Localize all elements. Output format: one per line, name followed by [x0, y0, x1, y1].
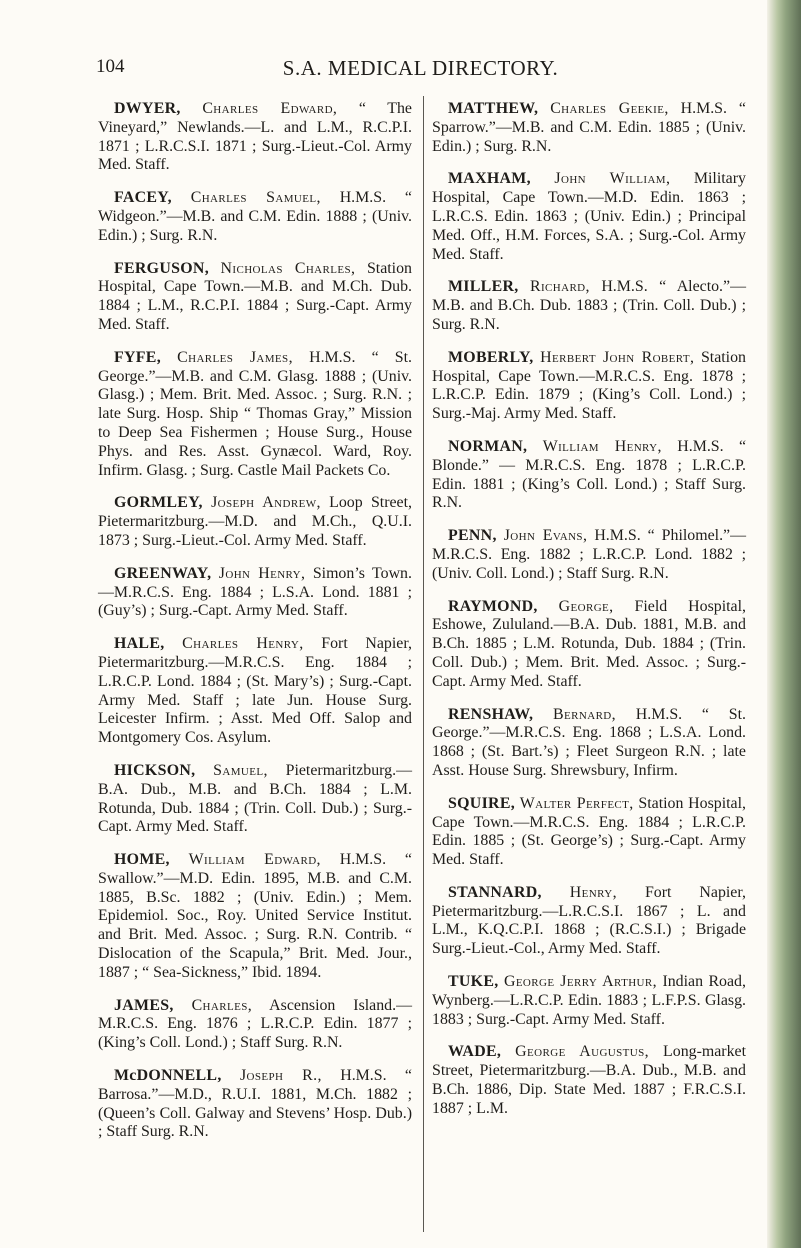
entry-surname: GREENWAY,	[114, 564, 212, 582]
entry-given-names: Charles Geekie,	[550, 100, 669, 117]
entry-details: Station Hospital, Cape Town.—M.R.C.S. Eng. 1884 ; L.R.C.P. Edin. 1885 ; (St. George’s) ; Surg.-Capt. Army Med. Staff.	[432, 794, 746, 869]
entry-details: Ascension Island.—M.R.C.S. Eng. 1876 ; L.R.C.P. Edin. 1877 ; (King’s Coll. Lond.) ; Staff Surg. R.N.	[98, 996, 412, 1052]
entry-details: H.M.S. “ Philomel.”—M.R.C.S. Eng. 1882 ; L.R.C.P. Lond. 1882 ; (Univ. Coll. Lond.) ; Staff Surg. R.N.	[432, 527, 746, 582]
entry-details: H.M.S. “ Sparrow.”—M.B. and C.M. Edin. 1885 ; (Univ. Edin.) ; Surg. R.N.	[432, 100, 746, 155]
entry-given-names: Joseph Andrew,	[211, 494, 321, 512]
entry-surname: HALE,	[114, 635, 165, 653]
entry-given-names: George Jerry Arthur,	[503, 973, 658, 991]
entry-surname: WADE,	[448, 1043, 502, 1061]
directory-entry	[432, 973, 746, 1029]
page-number: 104	[96, 56, 125, 77]
entry-details: H.M.S. “ Blonde.” — M.R.C.S. Eng. 1878 ; L.R.C.P. Edin. 1881 ; (King’s Coll. Lond.) ; Staff Surg. R.N.	[432, 437, 746, 512]
directory-entry	[432, 598, 746, 692]
entry-details: Fort Napier, Pietermaritzburg.—M.R.C.S. Eng. 1884 ; L.R.C.P. Lond. 1884 ; (St. Mary’s) ; Surg.-Capt. Army Med. Staff ; late Jun. House Surg. Leicester Infirm. ; Asst. Med Off. Salop and Montgomery Cos. Asylum.	[98, 635, 412, 747]
directory-entry	[432, 170, 746, 264]
entry-surname: McDONNELL,	[114, 1067, 222, 1085]
entry-given-names: Nicholas Charles,	[220, 259, 356, 277]
directory-entry	[98, 260, 412, 335]
directory-entry	[98, 997, 412, 1053]
entry-given-names: Charles James,	[177, 348, 293, 366]
directory-entry	[432, 527, 746, 583]
directory-entry	[98, 100, 412, 175]
entry-surname: JAMES,	[114, 996, 174, 1014]
entry-surname: FACEY,	[114, 189, 172, 207]
entry-surname: MATTHEW,	[448, 100, 539, 117]
entry-given-names: George,	[558, 597, 614, 615]
directory-entry	[432, 884, 746, 959]
entry-details: H.M.S. “ Alecto.”—M.B. and B.Ch. Dub. 1883 ; (Trin. Coll. Dub.) ; Surg. R.N.	[432, 278, 746, 333]
entry-given-names: Walter Perfect,	[519, 794, 634, 812]
entry-details: Loop Street, Pietermaritzburg.—M.D. and M.Ch., Q.U.I. 1873 ; Surg.-Lieut.-Col. Army Med. Staff.	[98, 494, 412, 549]
running-head: S.A. MEDICAL DIRECTORY.	[282, 56, 559, 80]
entry-surname: HOME,	[114, 851, 170, 869]
entry-details: Military Hospital, Cape Town.—M.D. Edin. 1863 ; L.R.C.S. Edin. 1863 ; (Univ. Edin.) ; Principal Med. Off., H.M. Forces, S.A. ; Surg.-Col. Army Med. Staff.	[432, 170, 746, 263]
entry-given-names: William Edward,	[188, 851, 321, 869]
entry-details: Pietermaritzburg.—B.A. Dub., M.B. and B.Ch. 1884 ; L.M. Rotunda, Dub. 1884 ; (Trin. Coll. Dub.) ; Surg.-Capt. Army Med. Staff.	[98, 761, 412, 836]
entry-details: Fort Napier, Pietermaritzburg.—L.R.C.S.I. 1867 ; L. and L.M., K.Q.C.P.I. 1868 ; (R.C.S.I.) ; Brigade Surg.-Lieut.-Col., Army Med. Staff.	[432, 883, 746, 958]
entry-details: Station Hospital, Cape Town.—M.R.C.S. Eng. 1878 ; L.R.C.P. Edin. 1879 ; (King’s Coll. Lond.) ; Surg.-Maj. Army Med. Staff.	[432, 348, 746, 423]
directory-entry	[432, 100, 746, 156]
entry-given-names: Herbert John Robert,	[540, 348, 695, 366]
entry-given-names: Bernard,	[553, 705, 617, 723]
entry-surname: TUKE,	[448, 973, 499, 991]
entry-surname: NORMAN,	[448, 437, 528, 455]
entry-given-names: Charles Henry,	[182, 635, 304, 653]
entry-details: Indian Road, Wynberg.—L.R.C.P. Edin. 1883 ; L.F.P.S. Glasg. 1883 ; Surg.-Capt. Army Med. Staff.	[432, 973, 746, 1028]
entry-given-names: George Augustus,	[515, 1043, 650, 1061]
entry-surname: GORMLEY,	[114, 494, 203, 512]
directory-entry	[98, 762, 412, 837]
entry-surname: FYFE,	[114, 348, 161, 366]
directory-entry	[98, 189, 412, 245]
entry-surname: MOBERLY,	[448, 348, 534, 366]
directory-entry	[432, 349, 746, 424]
directory-entry	[432, 438, 746, 513]
entry-surname: RENSHAW,	[448, 705, 534, 723]
entry-given-names: Richard,	[529, 278, 590, 296]
entry-surname: DWYER,	[114, 100, 181, 117]
entry-details: Field Hospital, Eshowe, Zululand.—B.A. Dub. 1881, M.B. and B.Ch. 1885 ; L.M. Rotunda, Dub. 1884 ; (Trin. Coll. Dub.) ; Mem. Brit. Med. Assoc. ; Surg.-Capt. Army Med. Staff.	[432, 597, 746, 690]
entry-surname: STANNARD,	[448, 883, 542, 901]
entry-given-names: Samuel,	[213, 761, 268, 779]
entry-details: “ The Vineyard,” Newlands.—L. and L.M., R.C.P.I. 1871 ; L.R.C.S.I. 1871 ; Surg.-Lieut.-Col. Army Med. Staff.	[98, 100, 412, 174]
directory-entry	[432, 278, 746, 334]
entry-given-names: Charles Samuel,	[190, 189, 321, 207]
entry-details: H.M.S. “ St. George.”—M.B. and C.M. Glasg. 1888 ; (Univ. Glasg.) ; Mem. Brit. Med. Assoc. ; Surg. R.N. ; late Surg. Hosp. Ship “ Thomas Gray,” Mission to Deep Sea Fishermen ; House Surg., House Phys. and Res. Asst. Gynæcol. Ward, Roy. Infirm. Glasg. ; Surg. Castle Mail Packets Co.	[98, 348, 412, 479]
directory-entry	[98, 635, 412, 748]
entry-details: H.M.S. “ Widgeon.”—M.B. and C.M. Edin. 1888 ; (Univ. Edin.) ; Surg. R.N.	[98, 189, 412, 244]
directory-entry	[98, 349, 412, 481]
entry-given-names: Joseph R.,	[239, 1067, 322, 1085]
directory-entry	[98, 565, 412, 621]
entry-given-names: Henry,	[569, 883, 617, 901]
right-column	[432, 100, 746, 1133]
entry-details: H.M.S. “ St. George.”—M.R.C.S. Eng. 1868 ; L.S.A. Lond. 1868 ; (St. Bart.’s) ; Fleet Surgeon R.N. ; late Asst. House Surg. Shrewsbury, Infirm.	[432, 705, 746, 779]
directory-entry	[432, 795, 746, 870]
directory-entry	[98, 1067, 412, 1142]
entry-surname: SQUIRE,	[448, 794, 516, 812]
entry-details: H.M.S. “ Barrosa.”—M.D., R.U.I. 1881, M.Ch. 1882 ; (Queen’s Coll. Galway and Stevens’ Hosp. Dub.) ; Staff Surg. R.N.	[98, 1067, 412, 1141]
entry-given-names: John Evans,	[503, 527, 588, 545]
entry-details: Simon’s Town.—M.R.C.S. Eng. 1884 ; L.S.A. Lond. 1881 ; (Guy’s) ; Surg.-Capt. Army Med. Staff.	[98, 564, 412, 620]
left-column	[98, 100, 412, 1156]
directory-entry	[432, 706, 746, 781]
entry-details: Long-market Street, Pietermaritzburg.—B.A. Dub., M.B. and B.Ch. 1886, Dip. State Med. 1887 ; F.R.C.S.I. 1887 ; L.M.	[432, 1043, 746, 1117]
directory-entry	[98, 851, 412, 983]
entry-surname: MAXHAM,	[448, 170, 531, 188]
entry-given-names: Charles,	[191, 996, 253, 1014]
page-edge	[767, 0, 801, 1248]
entry-given-names: William Henry,	[542, 437, 662, 455]
entry-given-names: John Henry,	[218, 564, 306, 582]
entry-details: Station Hospital, Cape Town.—M.B. and M.Ch. Dub. 1884 ; L.M., R.C.P.I. 1884 ; Surg.-Capt. Army Med. Staff.	[98, 259, 412, 333]
entry-given-names: Charles Edward,	[202, 100, 338, 117]
entry-given-names: John William,	[554, 170, 671, 188]
entry-details: H.M.S. “ Swallow.”—M.D. Edin. 1895, M.B. and C.M. 1885, B.Sc. 1882 ; (Univ. Edin.) ; Mem. Epidemiol. Soc., Roy. United Service Institut. and Brit. Med. Assoc. ; Surg. R.N. Contrib. “ Dislocation of the Scapula,” Brit. Med. Jour., 1887 ; “ Sea-Sickness,” Ibid. 1894.	[98, 851, 412, 981]
directory-entry	[432, 1043, 746, 1118]
directory-entry	[98, 494, 412, 550]
entry-surname: MILLER,	[448, 278, 519, 296]
entry-surname: PENN,	[448, 527, 497, 545]
entry-surname: HICKSON,	[114, 761, 196, 779]
entry-surname: RAYMOND,	[448, 597, 538, 615]
column-divider	[423, 96, 424, 1232]
entry-surname: FERGUSON,	[114, 259, 209, 277]
